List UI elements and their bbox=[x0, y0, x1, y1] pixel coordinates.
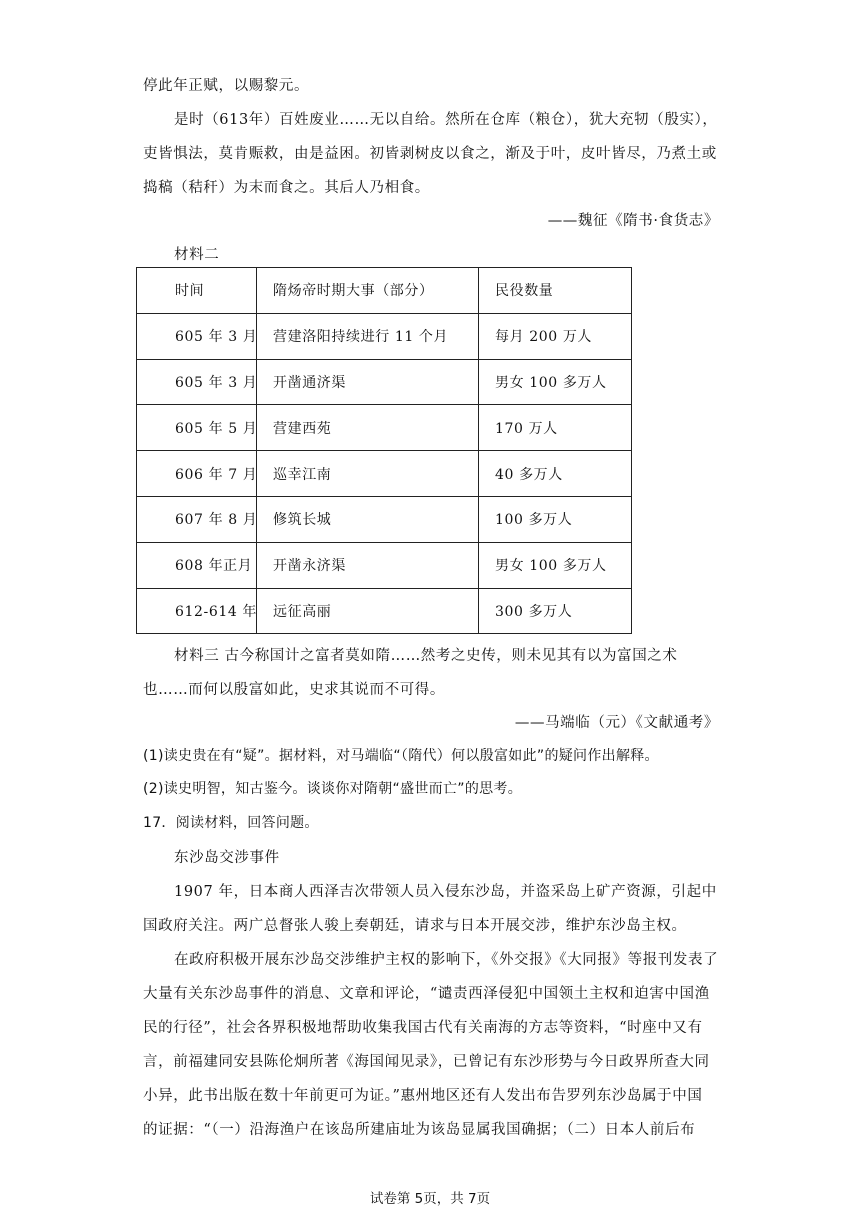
table-cell: 远征高丽 bbox=[257, 588, 479, 634]
page-footer: 试卷第 5页，共 7页 bbox=[369, 1191, 491, 1207]
text-line: 大量有关东沙岛事件的消息、文章和评论，“谴责西泽侵犯中国领土主权和迫害中国渔 bbox=[143, 986, 710, 1002]
source-citation: ——马端临（元）《文献通考》 bbox=[514, 715, 719, 731]
question-2: (2)读史明智，知古鉴今。谈谈你对隋朝“盛世而亡”的思考。 bbox=[143, 781, 523, 797]
table-cell: 605 年 3 月 bbox=[137, 359, 257, 405]
table-cell: 608 年正月 bbox=[137, 542, 257, 588]
text-line: 1907 年，日本商人西泽吉次带领人员入侵东沙岛，并盗采岛上矿产资源，引起中 bbox=[174, 884, 717, 900]
table-cell: 营建洛阳持续进行 11 个月 bbox=[257, 313, 479, 359]
table-cell: 40 多万人 bbox=[479, 451, 632, 497]
table-row bbox=[137, 405, 632, 451]
table-header-row bbox=[137, 268, 632, 314]
table-cell: 巡幸江南 bbox=[257, 451, 479, 497]
text-line: 材料三 古今称国计之富者莫如隋……然考之史传，则未见其有以为富国之术 bbox=[174, 648, 678, 664]
table-cell: 612-614 年 bbox=[137, 588, 257, 634]
table-cell: 开凿永济渠 bbox=[257, 542, 479, 588]
table-header-cell: 隋炀帝时期大事（部分） bbox=[257, 268, 479, 314]
table-cell: 170 万人 bbox=[479, 405, 632, 451]
text-line: 也……而何以殷富如此，史求其说而不可得。 bbox=[143, 682, 445, 698]
text-line: 停此年正赋，以赐黎元。 bbox=[143, 78, 310, 94]
text-line: 捣稿（秸秆）为末而食之。其后人乃相食。 bbox=[143, 180, 430, 196]
table-cell: 606 年 7 月 bbox=[137, 451, 257, 497]
question-17: 17．阅读材料，回答问题。 bbox=[143, 815, 319, 831]
source-citation: ——魏征《隋书·食货志》 bbox=[547, 213, 719, 229]
events-table bbox=[136, 267, 632, 634]
table-header-cell: 时间 bbox=[137, 268, 257, 314]
table-cell: 300 多万人 bbox=[479, 588, 632, 634]
table-row bbox=[137, 588, 632, 634]
table-cell: 607 年 8 月 bbox=[137, 496, 257, 542]
table-cell: 营建西苑 bbox=[257, 405, 479, 451]
table-cell: 男女 100 多万人 bbox=[479, 542, 632, 588]
text-line: 小异，此书出版在数十年前更可为证。”惠州地区还有人发出布告罗列东沙岛属于中国 bbox=[143, 1088, 703, 1104]
text-line: 言，前福建同安县陈伦炯所著《海国闻见录》，已曾记有东沙形势与今日政界所查大同 bbox=[143, 1054, 710, 1070]
table-row bbox=[137, 313, 632, 359]
table-row bbox=[137, 451, 632, 497]
text-line: 民的行径”，社会各界积极地帮助收集我国古代有关南海的方志等资料，“时座中又有 bbox=[143, 1020, 703, 1036]
table-cell: 修筑长城 bbox=[257, 496, 479, 542]
passage-title: 东沙岛交涉事件 bbox=[174, 850, 280, 866]
table-cell: 每月 200 万人 bbox=[479, 313, 632, 359]
question-1: (1)读史贵在有“疑”。据材料，对马端临“（隋代）何以殷富如此”的疑问作出解释。 bbox=[143, 748, 659, 764]
text-line: 吏皆惧法，莫肯赈救，由是益困。初皆剥树皮以食之，渐及于叶，皮叶皆尽，乃煮土或 bbox=[143, 146, 717, 162]
table-row bbox=[137, 542, 632, 588]
text-line: 是时（613年）百姓废业……无以自给。然所在仓库（粮仓），犹大充牣（殷实）， bbox=[174, 112, 718, 128]
text-line: 国政府关注。两广总督张人骏上奏朝廷，请求与日本开展交涉，维护东沙岛主权。 bbox=[143, 918, 687, 934]
table-cell: 100 多万人 bbox=[479, 496, 632, 542]
table-row bbox=[137, 359, 632, 405]
table-cell: 男女 100 多万人 bbox=[479, 359, 632, 405]
table-cell: 605 年 5 月 bbox=[137, 405, 257, 451]
table-row bbox=[137, 496, 632, 542]
table-cell: 605 年 3 月 bbox=[137, 313, 257, 359]
material-heading: 材料二 bbox=[174, 247, 220, 263]
table-header-cell: 民役数量 bbox=[479, 268, 632, 314]
table-cell: 开凿通济渠 bbox=[257, 359, 479, 405]
text-line: 在政府积极开展东沙岛交涉维护主权的影响下，《外交报》《大同报》等报刊发表了 bbox=[174, 952, 719, 968]
text-line: 的证据：“（一）沿海渔户在该岛所建庙址为该岛显属我国确据；（二）日本人前后布 bbox=[143, 1122, 696, 1138]
